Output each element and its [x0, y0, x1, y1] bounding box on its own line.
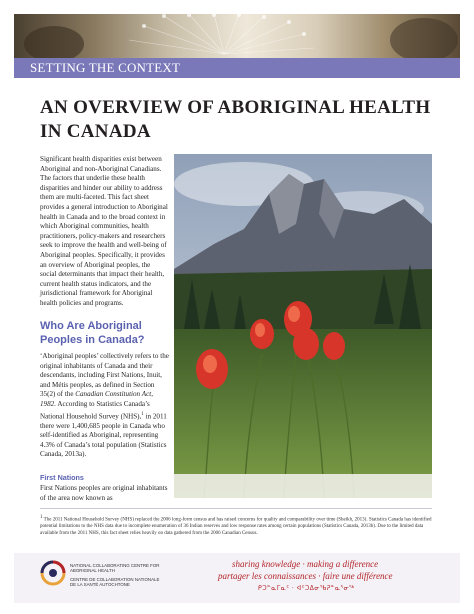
- title-line-1: AN OVERVIEW OF ABORIGINAL HEALTH: [40, 97, 431, 118]
- title-line-2: IN CANADA: [40, 121, 151, 142]
- first-nations-heading: First Nations: [40, 473, 84, 482]
- footnote-text: The 2011 National Household Survey (NHS) replaced the 2006 long-form census and has raised concerns for quality and comparability over time (Sheikh, 2013). Statistics Canada has identified potential limitations to the NHS data due to incomplete enumeration of 36 Indian reserves and low response rates among certain populations (Statistics Canada, 2013b). Due to the limited data available from the 2011 NHS, this fact sheet relies heavily on data gathered from the 2006 Canadian Census.: [40, 517, 432, 537]
- footnote-number: 1: [40, 515, 43, 520]
- header-banner-image: [14, 14, 460, 58]
- org-name-english: NATIONAL COLLABORATING CENTRE FOR ABORIGINAL HEALTH: [70, 563, 160, 574]
- section-paragraph: [40, 352, 170, 460]
- tagline-syllabics: ᑭᑐᓐᓇᒥᓇᑦ · ᐊᑦᑐᐃᓂᖃᕈᓐᓇᕐᓂᖅ: [258, 585, 355, 592]
- page-title: [40, 96, 440, 144]
- nccah-logo-icon: [40, 560, 66, 591]
- intro-paragraph: Significant health disparities exist between Aboriginal and non-Aboriginal Canadians. The factors that underlie these health disparities and hinder our ability to address them are multi-faceted. This fact sheet provides a general introduction to Aboriginal health in Canada and to the broad context in which Aboriginal communities, health practitioners, policy-makers and researchers seek to improve the health and well-being of Aboriginal peoples. Specifically, it provides an overview of Aboriginal peoples, the social determinants that impact their health, current health status indicators, and the jurisdictional framework for Aboriginal health policies and programs.: [40, 155, 168, 307]
- mountain-flowers-photo: [174, 154, 432, 498]
- first-nations-text: First Nations peoples are original inhabitants of the area now known as: [40, 484, 168, 502]
- constitution-act-title: Canadian Constitution Act, 1982.: [40, 390, 153, 408]
- section-heading: Who Are Aboriginal Peoples in Canada?: [40, 320, 145, 346]
- section-text-1: ‘Aboriginal peoples’ collectively refers to the original inhabitants of Canada and their descendants, including First Nations, Inuit, and Métis peoples, as defined in Section 35(2) of the: [40, 352, 169, 399]
- org-name-french: CENTRE DE COLLABORATION NATIONALE DE LA SANTÉ AUTOCHTONE: [70, 577, 160, 588]
- footnote: [40, 515, 432, 538]
- tagline-french: partager les connaissances · faire une différence: [218, 571, 393, 581]
- footnote-marker: 1: [141, 411, 144, 417]
- section-label: SETTING THE CONTEXT: [30, 60, 181, 75]
- tagline-english: sharing knowledge · making a difference: [232, 559, 379, 569]
- section-text-2: According to Statistics Canada’s National Household Survey (NHS),: [40, 399, 150, 420]
- footnote-divider: [40, 508, 432, 509]
- section-text-3: in 2011 there were 1,400,685 people in Canada who self-identified as Aboriginal, representing 4.3% of Canada’s total population (Statistics Canada, 2013a).: [40, 411, 167, 459]
